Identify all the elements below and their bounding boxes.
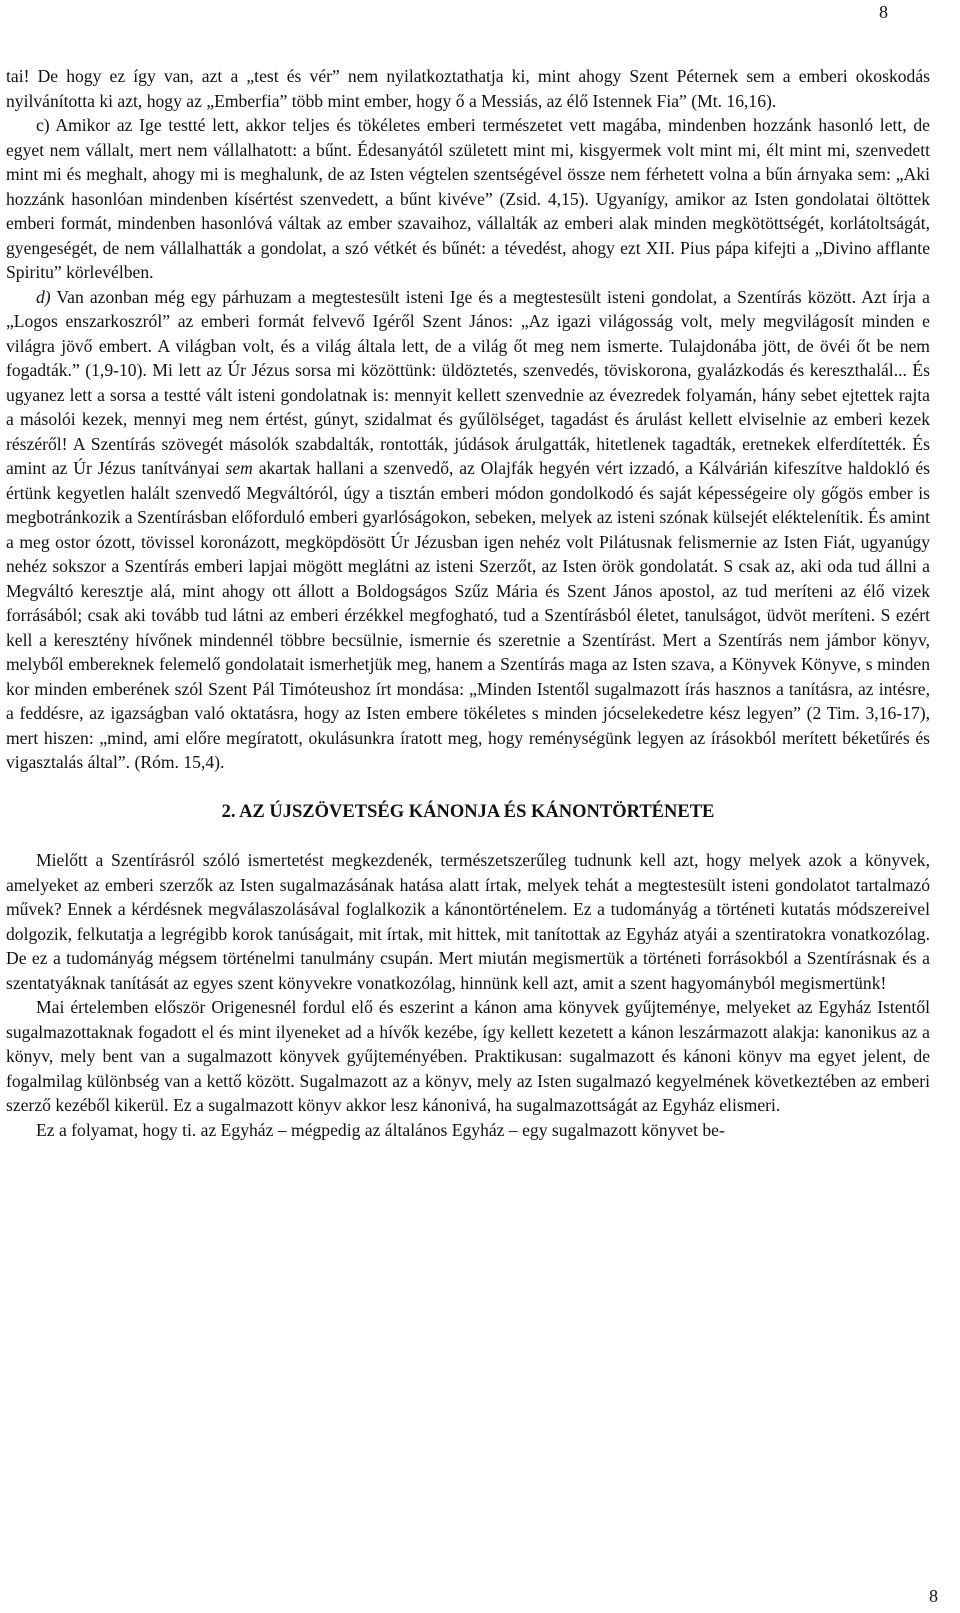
text-run: Mai értelemben először Origenesnél fordul elő és eszerint a kánon ama könyvek gyűjteménye, melyeket az Egyház Istentől sugalmazottaknak fogadott el és mint ilyeneket ad a hívők kezébe, így kellett kezetett a kánon leszármazott alakja: kanonikus az a könyv, mely bent van a sugalmazott könyvek gyűjteményében. Praktikusan: sugalmazott és kánoni könyv ma egyet jelent, de fogalmilag különbség van a kettő között. Sugalmazott az a könyv, mely az Isten sugalmazó kegyelmének következtében az emberi szerző kezéből kikerül. Ez a sugalmazott könyv akkor lesz kánonivá, ha sugalmazottságát az Egyház elismeri. [6,997,930,1115]
text-run: Van azonban még egy párhuzam a megtestesült isteni Ige és a megtestesült isteni gondolat, a Szentírás között. Azt írja a „Logos enszarkoszról” az emberi formát felvevő Igéről Szent János: „Az igazi világosság volt, mely megvilágosít minden e világra jövő embert. A világban volt, és a világ általa lett, de a világ őt meg nem ismerte. Tulajdonába jött, de övéi őt be nem fogadták.” (1,9-10). Mi lett az Úr Jézus sorsa mi közöttünk: üldöztetés, szenvedés, töviskorona, gyalázkodás és kereszthalál... És ugyanez lett a sorsa a testté vált isteni gondolatnak is: mennyit kellett szenvednie az évezredek folyamán, hány sebet ejtettek rajta a másolói kezek, mennyi meg nem értést, gúnyt, szidalmat és gyűlölséget, tagadást és árulást kellett elviselnie az emberi kezek részéről! A Szentírás szövegét másolók szabdalták, rontották, júdások árulgatták, hitetlenek tagadták, eretnekek elferdítették. És amint az Úr Jézus tanítványai [6,286,930,478]
text-run: akartak hallani a szenvedő, az Olajfák hegyén vért izzadó, a Kálvárián kifeszítve haldokló és értünk kegyetlen halált szenvedő Megváltóról, úgy a tisztán emberi módon gondolkodó és saját képességeire oly gőgös ember is megbotránkozik a Szentírásban előforduló emberi gyarlóságokon, sebeken, melyek az isteni szónak külsejét eléktelenítik. És amint a meg ostor ózott, tövissel koronázott, megköpdösött Úr Jézusban igen nehéz volt Pilátusnak felismernie az Isten Fiát, ugyanúgy nehéz sokszor a Szentírás emberi lapjai mögött meglátni az isteni Szerzőt, az Isten örök gondolatát. S csak az, aki oda tud állni a Megváltó keresztje alá, mint ahogy ott állott a Boldogságos Szűz Mária és Szent János apostol, az tud meríteni az élő vizek forrásából; csak aki tovább tud látni az emberi érzékkel megfogható, tud a Szentírásból életet, tanulságot, üdvöt meríteni. S ezért kell a keresztény hívőnek mindennél többre becsülnie, ismernie és szeretnie a Szentírást. Mert a Szentírás nem jámbor könyv, melyből embereknek felemelő gondolatait ismerhetjük meg, hanem a Szentírás maga az Isten szava, a Könyvek Könyve, s minden kor minden emberének szól Szent Pál Timóteushoz írt mondása: „Minden Istentől sugalmazott írás hasznos a tanításra, az intésre, a feddésre, az igazságban való oktatásra, hogy az Isten embere tökéletes s minden jócselekedetre kész legyen” (2 Tim. 3,16-17), mert hiszen: „mind, ami előre megíratott, okulásunkra íratott meg, hogy reménységünk legyen az írásokból merített béketűrés és vigasztalás által”. (Róm. 15,4). [6,458,930,772]
paragraph [6,848,930,995]
paragraph [6,285,930,775]
page-number-top: 8 [879,2,888,22]
text-run: c) Amikor az Ige testté lett, akkor teljes és tökéletes emberi természetet vett magába, mindenben hozzánk hasonló lett, de egyet nem vállalt, mert nem vállalhatott: a bűnt. Édesanyától született mint mi, kisgyermek volt mint mi, élt mint mi, szenvedett mint mi és meghalt, ahogy mi is meghalunk, de az Isten végtelen szentségével össze nem férhetett volna a bűn árnyaka sem: „Aki hozzánk hasonlóan mindenben kísértést szenvedett, a bűnt kivéve” (Zsid. 4,15). Ugyanígy, amikor az Isten gondolatai öltöttek emberi formát, mindenben hasonlóvá váltak az ember szavaihoz, vállalták az emberi alak minden megkötöttségét, korlátoltságát, gyengeségét, de nem vállalhatták a gondolat, a szó vétkét és bűnét: a tévedést, ahogy ezt XII. Pius pápa kifejti a „Divino afflante Spiritu” körlevélben. [6,115,930,282]
page-number-bottom: 8 [929,1586,938,1606]
text-run: d) [36,286,51,307]
text-run: sem [225,458,253,478]
section-heading: 2. AZ ÚJSZÖVETSÉG KÁNONJA ÉS KÁNONTÖRTÉNETE [221,801,715,822]
paragraph [6,64,930,113]
text-run: Mielőtt a Szentírásról szóló ismertetést megkezdenék, természetszerűleg tudnunk kell azt, hogy melyek azok a könyvek, amelyeket az emberi szerzők az Isten sugalmazásának hatása alatt írtak, melyek tehát a megtestesült isteni gondolatot tartalmazó művek? Ennek a kérdésnek megválaszolásával foglalkozik a kánontörténelem. Ez a tudományág a történeti kutatás módszereivel dolgozik, felkutatja a legrégibb korok tanúságait, mit írtak, mit hittek, mit tanítottak az Egyház atyái a szentiratokra vonatkozólag. De ez a tudományág mégsem történelmi tanulmány csupán. Mert miután megismertük a történeti forrásokból a Szentírásnak és a szentatyáknak tanítását az egyes szent könyvekre vonatkozólag, hinnünk kell azt, amit a szent hagyományból megismertünk! [6,850,930,993]
text-run: tai! De hogy ez így van, azt a „test és vér” nem nyilatkoztathatja ki, mint ahogy Szent Péternek sem a emberi okoskodás nyilvánította ki azt, hogy az „Emberfia” több mint ember, hogy ő a Messiás, az élő Istennek Fia” (Mt. 16,16). [6,66,930,111]
text-run: Ez a folyamat, hogy ti. az Egyház – mégpedig az általános Egyház – egy sugalmazott könyvet be- [36,1119,725,1140]
paragraph [6,1118,930,1143]
paragraph [6,995,930,1118]
paragraph [6,113,930,285]
body-text [6,64,930,1142]
